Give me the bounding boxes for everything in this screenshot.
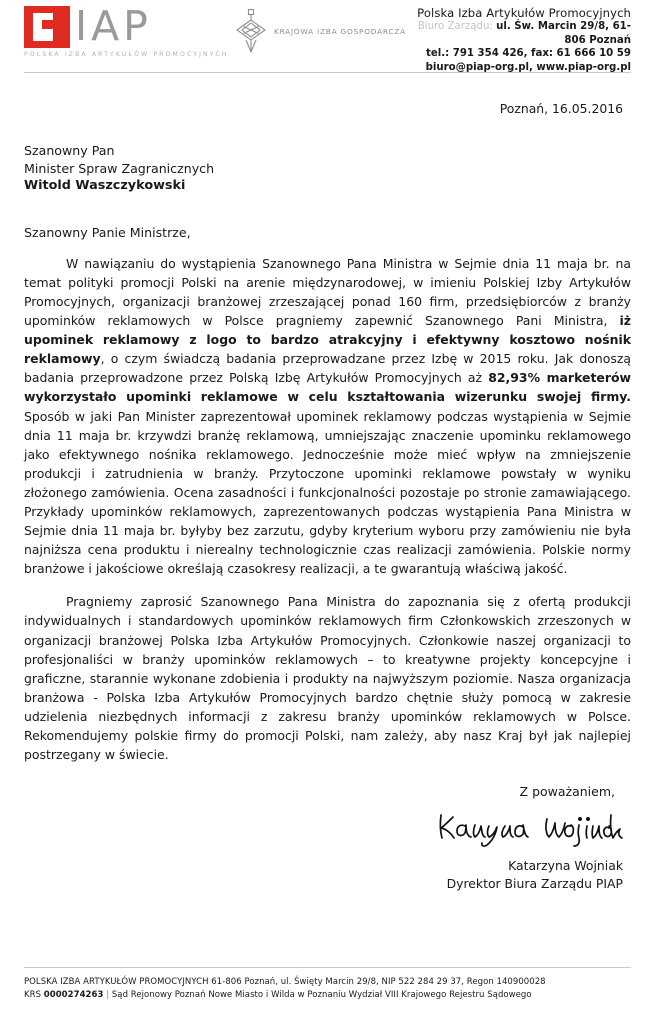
footer-krs-label: KRS bbox=[24, 990, 44, 1001]
signer-name: Katarzyna Wojniak bbox=[508, 858, 623, 874]
footer-line-1: POLSKA IZBA ARTYKUŁÓW PROMOCYJNYCH 61-806 Poznań, ul. Święty Marcin 29/8, NIP 522 284 29 37, Regon 140900028 bbox=[24, 976, 546, 987]
contact-email-web[interactable]: biuro@piap-org.pl, www.piap-org.pl bbox=[425, 61, 631, 73]
addressee-line-2: Minister Spraw Zagranicznych bbox=[24, 160, 215, 176]
body-paragraph-1 bbox=[24, 254, 631, 579]
footer-divider bbox=[24, 967, 631, 968]
body-paragraph-2: Pragniemy zaprosić Szanownego Pana Ministra do zapoznania się z ofertą produkcji indywidualnych i standardowych upominków reklamowych firm Członkowskich zrzeszonych w organizacji branżowej Polska Izba Artykułów Promocyjnych. Członkowie naszej organizacji to profesjonaliści w branży upominków reklamowych – to kreatywne projekty koncepcyjne i graficzne, starannie wykonane zdobienia i produkty na najwyższym poziomie. Nasza organizacja branżowa - Polska Izba Artykułów Promocyjnych bardzo chętnie służy pomocą w zakresie udzielenia niezbędnych informacji z zakresu branży upominków reklamowych w Polsce. Rekomendujemy polskie firmy do promocji Polski, nam zależy, aby nasz Kraj był jak najlepiej postrzegany w świecie. bbox=[24, 594, 631, 763]
letter-date: Poznań, 16.05.2016 bbox=[499, 101, 623, 116]
contact-address: ul. Św. Marcin 29/8, 61-806 Poznań bbox=[496, 21, 631, 46]
contact-phone-fax: tel.: 791 354 426, fax: 61 666 10 59 bbox=[425, 48, 631, 60]
piap-logo-letters: IAP bbox=[75, 2, 152, 50]
paragraph-1-part-1: W nawiązaniu do wystąpienia Szanownego Pana Ministra w Sejmie dnia 11 maja br. na temat polityki promocji Polski na arenie międzynarodowej, w imieniu Polskiej Izby Artykułów Promocyjnych, organizacji branżowej zrzeszającej ponad 160 firm, przedsiębiorców z branży upominków reklamowych w Polsce pragniemy zapewnić Szanownego Pani Ministra, bbox=[24, 255, 631, 329]
piap-red-p-icon bbox=[24, 6, 70, 48]
paragraph-1-bold-1: iż upominek reklamowy z logo to bardzo atrakcyjny i efektywny kosztowo nośnik reklamowy bbox=[24, 313, 631, 367]
letterhead bbox=[24, 0, 631, 73]
addressee-block bbox=[24, 142, 631, 195]
kig-emblem-icon bbox=[234, 8, 268, 54]
signer-title: Dyrektor Biura Zarządu PIAP bbox=[446, 875, 623, 891]
footer-court-info: Sąd Rejonowy Poznań Nowe Miasto i Wilda w Poznaniu Wydział VIII Krajowego Rejestru Sądowego bbox=[111, 990, 532, 1001]
piap-wordmark bbox=[24, 2, 220, 50]
footer-line-2 bbox=[24, 989, 631, 1003]
addressee-line-1: Szanowny Pan bbox=[24, 143, 115, 158]
salutation: Szanowny Panie Ministrze, bbox=[24, 224, 191, 240]
contact-office-label: Biuro Zarządu: bbox=[417, 21, 493, 33]
paragraph-1-bold-2: 82,93% marketerów wykorzystało upominki reklamowe w celu kształtowania wizerunku swojej firmy. bbox=[24, 370, 631, 405]
contact-address-row bbox=[406, 20, 631, 47]
closing-phrase: Z poważaniem, bbox=[519, 784, 615, 800]
footer-separator: | bbox=[103, 990, 112, 1001]
header-contact-block bbox=[406, 6, 631, 74]
signer-block bbox=[24, 857, 631, 892]
page-footer bbox=[24, 967, 631, 1003]
piap-logo-tagline: POLSKA IZBA ARTYKUŁÓW PROMOCYJNYCH bbox=[24, 51, 229, 58]
signature-ink-icon bbox=[435, 807, 625, 849]
kig-logo bbox=[234, 8, 406, 54]
paragraph-1-part-2: , o czym świadczą badania przeprowadzane przez Izbę w 2015 roku. Jak donoszą badania przeprowadzone przez Polską Izbę Artykułów Promocyjnych aż bbox=[24, 351, 631, 386]
footer-krs-number: 0000274263 bbox=[43, 990, 104, 1001]
handwritten-signature bbox=[24, 807, 631, 851]
paragraph-1-part-3: Sposób w jaki Pan Minister zaprezentował upominek reklamowy podczas wystąpienia w Sejmie dnia 11 maja br. krzywdzi branżę reklamową, umniejszając znaczenie upominku reklamowego jako efektywnego nośnika reklamowego. Jednocześnie może mieć wpływ na zmniejszenie produkcji i zatrudnienia w branży. Przytoczone upominki reklamowe powstały w wyniku złożonego zamówienia. Ocena zasadności i funkcjonalności pozostaje po stronie zamawiającego. Przykłady upominków reklamowych, zaprezentowanych podczas wystąpienia Pana Ministra w Sejmie dnia 11 maja br. byłyby bez zarzutu, gdyby kryterium wyboru przy zamówieniu nie była najniższa cena produktu i nierealny technologicznie czas realizacji zamówienia. Polskie normy branżowe i jakościowe określają czasokresy realizacji, a te gwarantują właściwą jakość. bbox=[24, 408, 631, 577]
kig-logo-label: KRAJOWA IZBA GOSPODARCZA bbox=[274, 26, 406, 36]
addressee-name: Witold Waszczykowski bbox=[24, 178, 186, 194]
piap-logo bbox=[24, 2, 229, 58]
contact-organization: Polska Izba Artykułów Promocyjnych bbox=[417, 6, 631, 20]
